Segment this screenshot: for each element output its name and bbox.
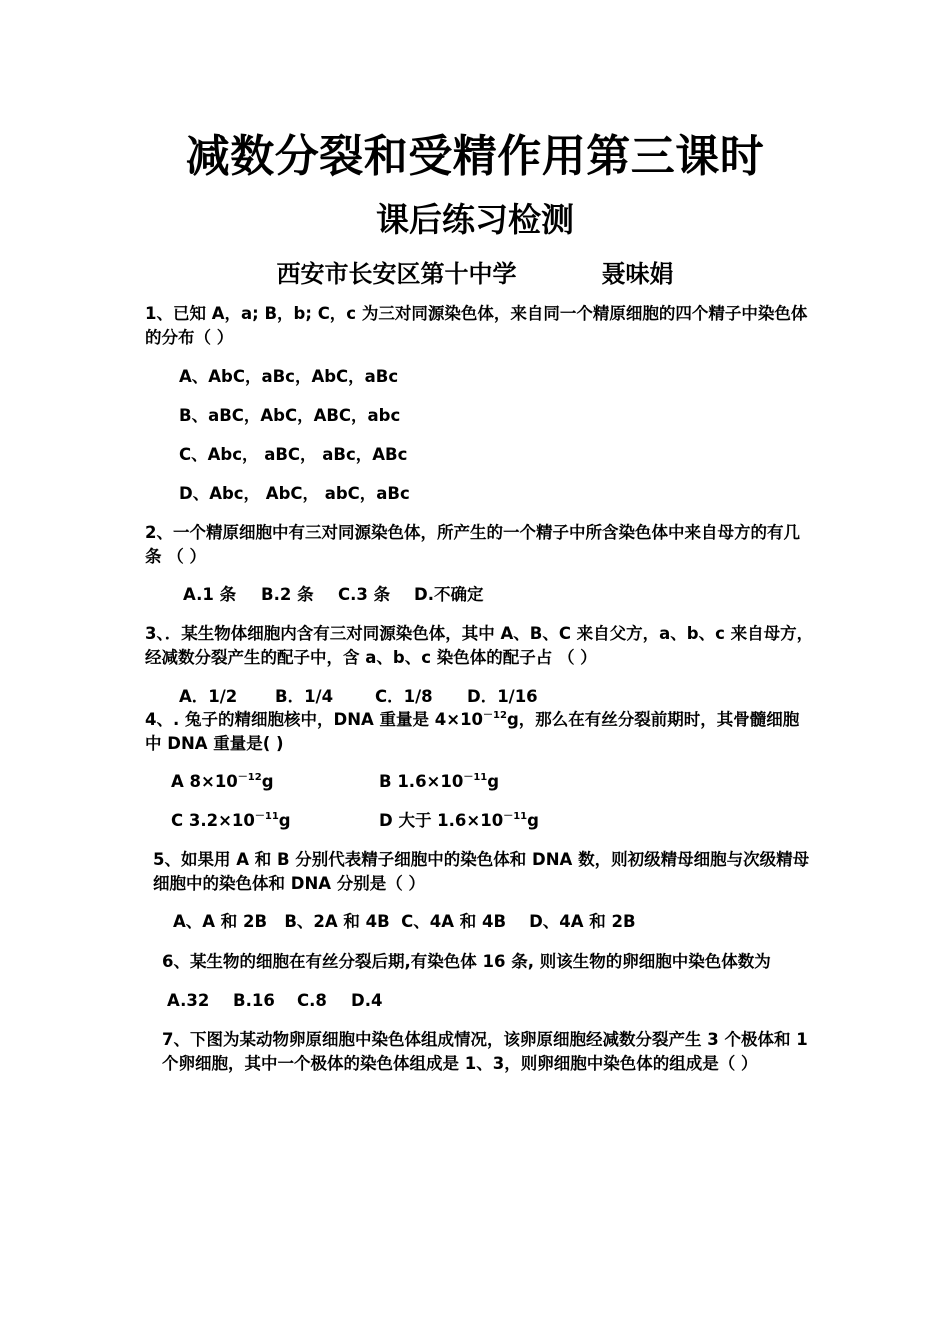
question-1-option-b: B、aBC，AbC，ABC，abc: [179, 406, 401, 425]
question-3-option-b: B．1/4: [275, 687, 334, 706]
school-name: 西安市长安区第十中学: [276, 260, 517, 288]
question-2-option-b: B.2 条: [261, 585, 314, 604]
question-6-option-c: C.8: [297, 991, 327, 1010]
question-2-option-c: C.3 条: [338, 585, 391, 604]
question-6-stem: 6、某生物的细胞在有丝分裂后期,有染色体 16 条, 则该生物的卵细胞中染色体数为: [162, 952, 771, 971]
question-7-stem: 7、下图为某动物卵原细胞中染色体组成情况，该卵原细胞经减数分裂产生 3 个极体和 1 个卵细胞，其中一个极体的染色体组成是 1、3，则卵细胞中染色体的组成是（ ）: [162, 1030, 808, 1073]
question-6-option-b: B.16: [233, 991, 275, 1010]
question-1-option-a: A、AbC，aBc，AbC，aBc: [179, 367, 399, 386]
question-5-options: A、A 和 2B B、2A 和 4B C、4A 和 4B D、4A 和 2B: [173, 912, 636, 931]
question-4-stem: 4、. 兔子的精细胞核中，DNA 重量是 $4\times 10^{-12}g$，那么在有丝分裂前期时，其骨髓细胞中 DNA 重量是( ): [145, 710, 800, 753]
question-4-option-d: D 大于 $1.6\times 10^{-11}g$: [379, 811, 539, 830]
question-2-option-a: A.1 条: [183, 585, 237, 604]
question-1-option-d: D、Abc， AbC， abC，aBc: [179, 484, 410, 503]
question-2-stem: 2、一个精原细胞中有三对同源染色体，所产生的一个精子中所含染色体中来自母方的有几条 （ ）: [145, 523, 800, 566]
question-1-stem: 1、已知 A，a; B，b; C，c 为三对同源染色体，来自同一个精原细胞的四个精子中染色体的分布（ ）: [145, 304, 808, 347]
byline: [0, 254, 950, 289]
question-6-option-a: A.32: [167, 991, 210, 1010]
question-4-option-a: A $8\times 10^{-12}g$: [171, 772, 274, 791]
question-3-stem: 3、．某生物体细胞内含有三对同源染色体，其中 A、B、C 来自父方，a、b、c 来自母方，经减数分裂产生的配子中，含 a、b、c 染色体的配子占 （ ）: [145, 624, 814, 667]
question-6-option-d: D.4: [351, 991, 383, 1010]
document-subtitle: 课后练习检测: [376, 200, 574, 239]
document-title: 减数分裂和受精作用第三课时: [185, 131, 765, 182]
question-2-option-d: D.不确定: [414, 585, 484, 604]
question-4-option-b: B $1.6\times 10^{-11}g$: [379, 772, 500, 791]
question-3-option-c: C．1/8: [375, 687, 433, 706]
question-3-option-d: D．1/16: [467, 687, 538, 706]
question-5-stem: 5、如果用 A 和 B 分别代表精子细胞中的染色体和 DNA 数，则初级精母细胞与次级精母细胞中的染色体和 DNA 分别是（ ）: [153, 850, 810, 893]
question-3-option-a: A．1/2: [179, 687, 238, 706]
question-1-option-c: C、Abc， aBC， aBc，ABc: [179, 445, 408, 464]
author-name: 聂味娟: [601, 260, 674, 288]
question-4-option-c: C $3.2\times 10^{-11}g$: [171, 811, 291, 830]
